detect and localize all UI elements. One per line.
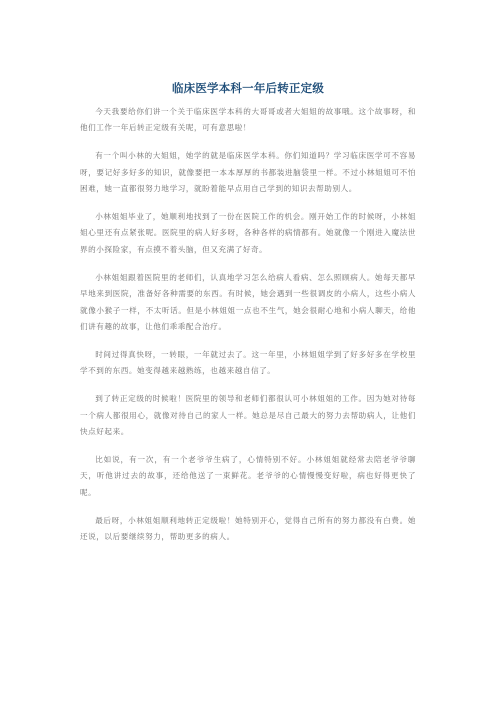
paragraph-5: 时间过得真快呀，一转眼，一年就过去了。这一年里，小林姐姐学到了好多好多在学校里学不到的东西。她变得越来越熟练，也越来越自信了。 bbox=[80, 349, 416, 376]
document-title: 临床医学本科一年后转正定级 bbox=[171, 81, 325, 95]
paragraph-6: 到了转正定级的时候啦！医院里的领导和老师们都很认可小林姐姐的工作。因为她对待每一个病人都很用心，就像对待自己的家人一样。她总是尽自己最大的努力去帮助病人，让他们快点好起来。 bbox=[80, 394, 416, 436]
paragraph-3: 小林姐姐毕业了，她顺利地找到了一份在医院工作的机会。刚开始工作的时候呀，小林姐姐心里还有点紧张呢。医院里的病人好多呀，各种各样的病情都有。她就像一个刚进入魔法世界的小探险家，有点摸不着头脑，但又充满了好奇。 bbox=[80, 212, 416, 254]
paragraph-1: 今天我要给你们讲一个关于临床医学本科的大哥哥或者大姐姐的故事哦。这个故事呀，和他们工作一年后转正定级有关呢，可有意思啦！ bbox=[80, 107, 416, 133]
paragraph-7: 比如说，有一次，有一个老爷爷生病了，心情特别不好。小林姐姐就经常去陪老爷爷聊天，听他讲过去的故事，还给他送了一束鲜花。老爷爷的心情慢慢变好啦，病也好得更快了呢。 bbox=[80, 454, 416, 497]
paragraph-2: 有一个叫小林的大姐姐，她学的就是临床医学本科。你们知道吗？学习临床医学可不容易呀，要记好多好多的知识，就像要把一本本厚厚的书都装进脑袋里一样。不过小林姐姐可不怕困难，她一直都很努力地学习，就盼着能早点用自己学到的知识去帮助别人。 bbox=[80, 151, 416, 194]
paragraph-4: 小林姐姐跟着医院里的老师们，认真地学习怎么给病人看病、怎么照顾病人。她每天都早早地来到医院，准备好各种需要的东西。有时候，她会遇到一些很调皮的小病人，这些小病人就像小猴子一样，不太听话。但是小林姐姐一点也不生气，她会很耐心地和小病人聊天，给他们讲有趣的故事，让他们乖乖配合治疗。 bbox=[80, 272, 416, 331]
paragraph-8: 最后呀，小林姐姐顺利地转正定级啦！她特别开心，觉得自己所有的努力都没有白费。她还说，以后要继续努力，帮助更多的病人。 bbox=[80, 515, 416, 542]
